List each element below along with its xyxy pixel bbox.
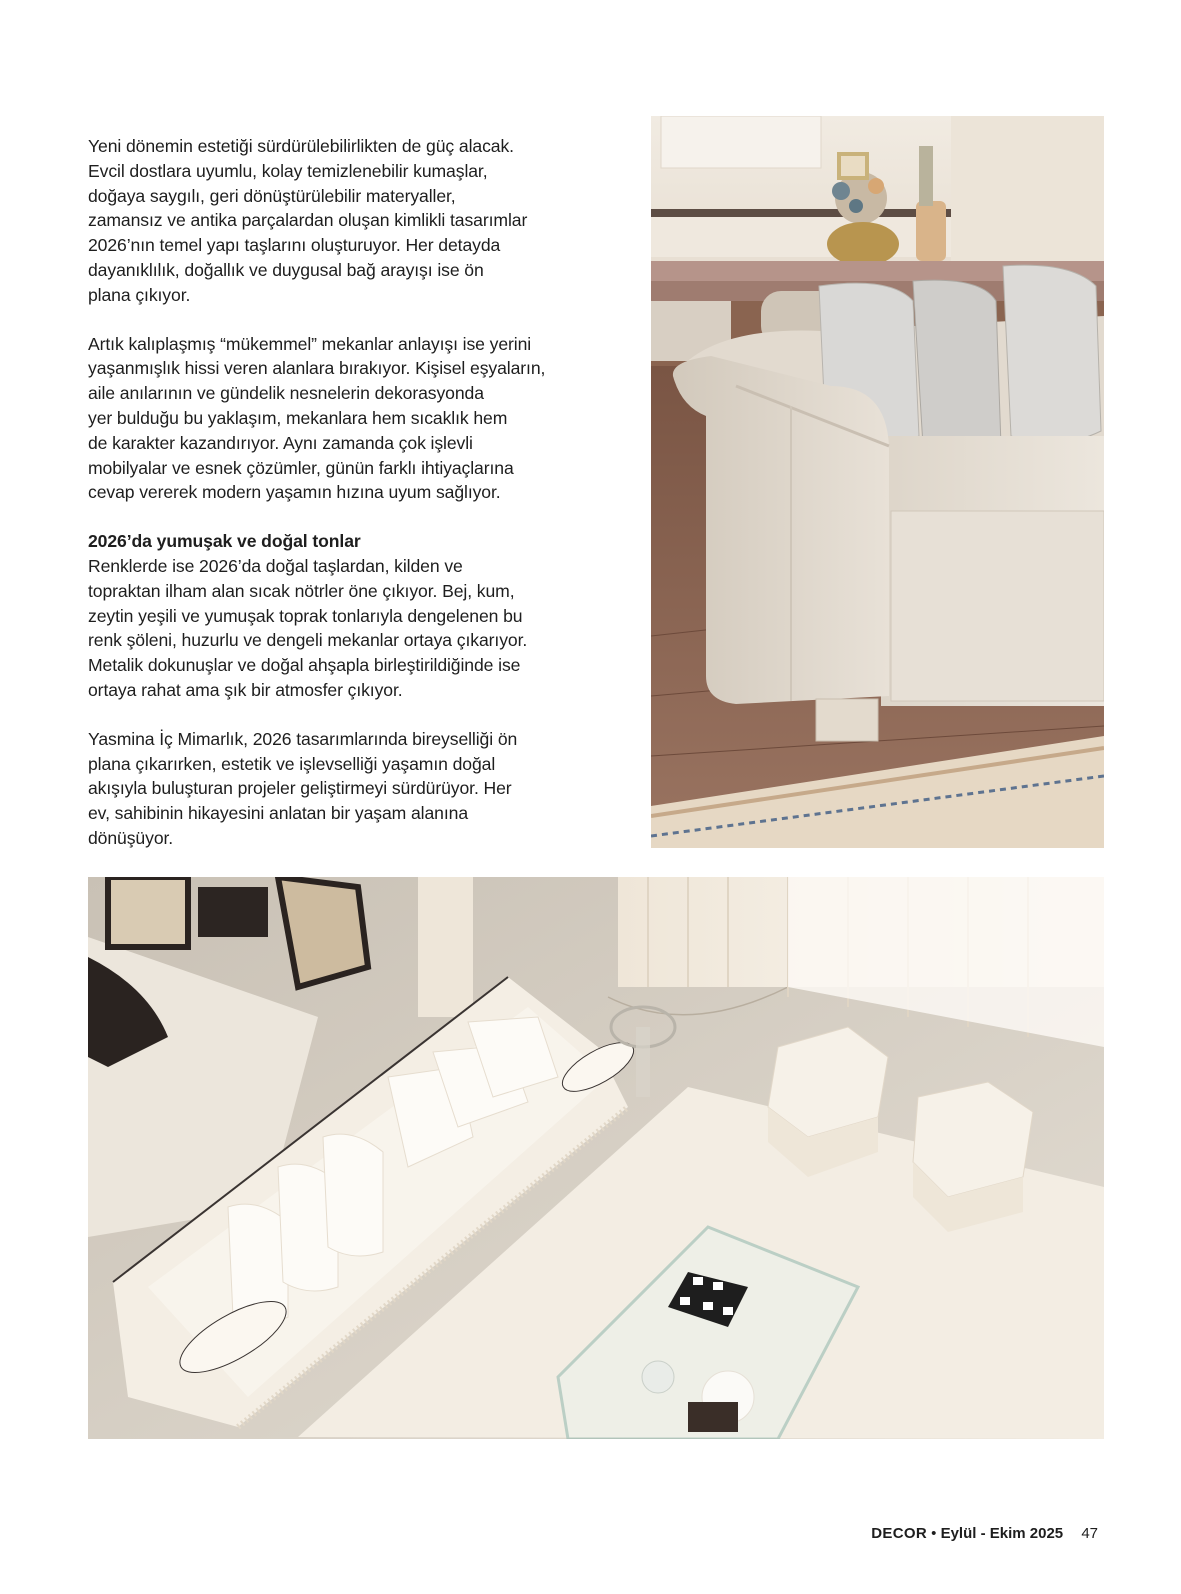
article-paragraph: Artık kalıplaşmış “mükemmel” mekanlar anlayışı ise yerini yaşanmışlık hissi veren alanlara bırakıyor. Kişisel eşyaların, aile anılarının ve gündelik nesnelerin dekorasyonda yer bulduğu bu yaklaşım, mekanlara hem sıcaklık hem de karakter kazandırıyor. Aynı zamanda çok işlevli mobilyalar ve esnek çözümler, günün farklı ihtiyaçlarına cevap vererek modern yaşamın hızına uyum sağlıyor. (88, 333, 546, 503)
article-body (88, 134, 603, 875)
sofa-photo-illustration (651, 116, 1104, 848)
sofa-photo (651, 116, 1104, 848)
article-paragraph: Renklerde ise 2026’da doğal taşlardan, kilden ve topraktan ilham alan sıcak nötrler öne çıkıyor. Bej, kum, zeytin yeşili ve yumuşak toprak tonlarıyla dengelenen bu renk şöleni, huzurlu ve dengeli mekanlar ortaya çıkarıyor. Metalik dokunuşlar ve doğal ahşapla birleştirildiğinde ise ortaya rahat ama şık bir atmosfer çıkıyor. (88, 555, 528, 700)
article-paragraph: Yeni dönemin estetiği sürdürülebilirlikten de güç alacak. Evcil dostlara uyumlu, kolay temizlenebilir kumaşlar, doğaya saygılı, geri dönüştürülebilir materyaller, zamansız ve antika parçalardan oluşan kimlikli tasarımlar 2026’nın temel yapı taşlarını oluşturuyor. Her detayda dayanıklılık, doğallık ve duygusal bağ arayışı ise ön plana çıkıyor. (88, 136, 528, 305)
living-room-photo (88, 877, 1104, 1439)
page-number: 47 (1081, 1525, 1098, 1542)
magazine-name: DECOR (871, 1525, 927, 1542)
article-paragraph: Yasmina İç Mimarlık, 2026 tasarımlarında bireyselliği ön plana çıkarırken, estetik ve işlevselliği yaşamın doğal akışıyla buluşturan projeler geliştirmeyi sürdürüyor. Her ev, sahibinin hikayesini anlatan bir yaşam alanına dönüşüyor. (88, 728, 518, 848)
living-room-illustration (88, 877, 1104, 1439)
footer-separator: • (931, 1525, 937, 1542)
issue-date: Eylül - Ekim 2025 (940, 1525, 1064, 1542)
page-footer (871, 1525, 1098, 1543)
article-subheading: 2026’da yumuşak ve doğal tonlar (88, 531, 361, 552)
